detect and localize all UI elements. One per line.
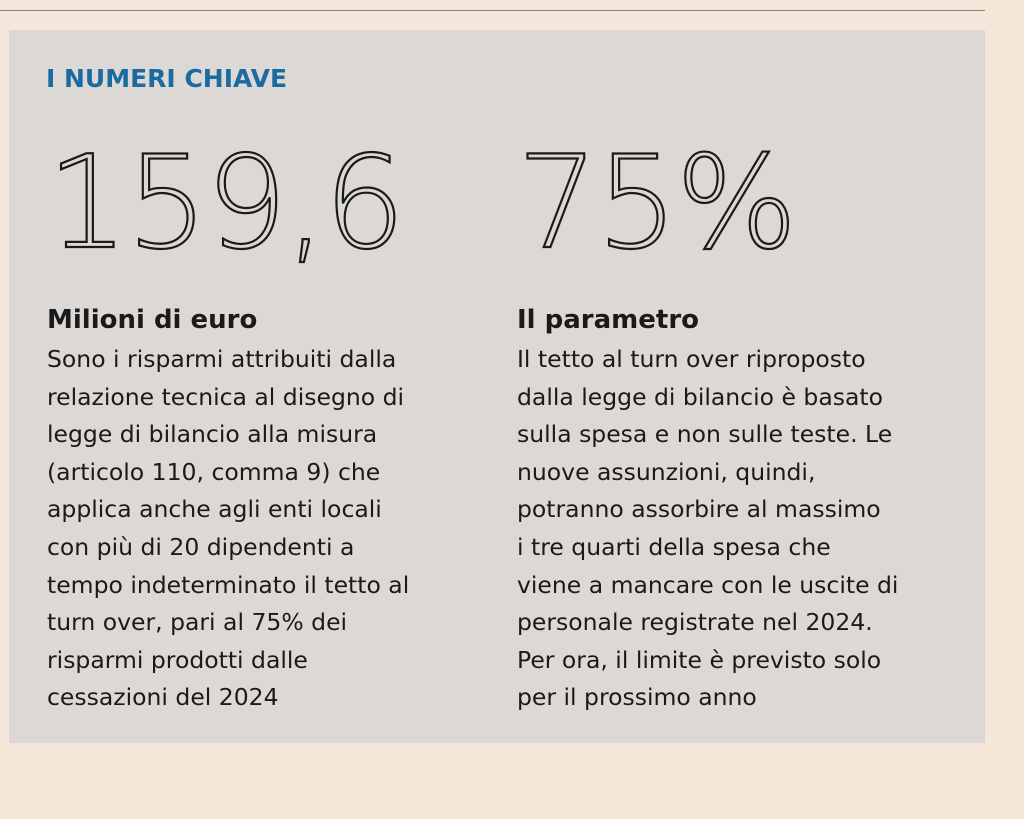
text-line: nuove assunzioni, quindi, — [517, 457, 816, 486]
text-line: personale registrate nel 2024. — [517, 608, 873, 637]
text-line: cessazioni del 2024 — [47, 683, 279, 712]
stat-label: Il parametro — [517, 305, 699, 335]
text-line: per il prossimo anno — [517, 683, 757, 712]
stat-number: 75% — [517, 129, 796, 278]
text-line: sulla spesa e non sulle teste. Le — [517, 420, 893, 449]
stat-label: Milioni di euro — [47, 305, 258, 335]
text-line: risparmi prodotti dalle — [47, 645, 308, 674]
stat-block-right — [517, 129, 967, 712]
stat-description — [47, 341, 409, 717]
text-line: turn over, pari al 75% dei — [47, 608, 348, 637]
text-line: con più di 20 dipendenti a — [47, 532, 355, 561]
section-title: I NUMERI CHIAVE — [46, 64, 288, 93]
key-numbers-box — [9, 30, 985, 743]
stat-number: 159,6 — [47, 129, 404, 278]
text-line: tempo indeterminato il tetto al — [47, 570, 410, 599]
text-line: (articolo 110, comma 9) che — [47, 457, 381, 486]
text-line: applica anche agli enti locali — [47, 495, 382, 524]
stat-description — [517, 341, 898, 717]
top-divider — [0, 10, 985, 11]
text-line: potranno assorbire al massimo — [517, 495, 881, 524]
text-line: i tre quarti della spesa che — [517, 532, 831, 561]
text-line: viene a mancare con le uscite di — [517, 570, 899, 599]
text-line: Per ora, il limite è previsto solo — [517, 645, 882, 674]
text-line: relazione tecnica al disegno di — [47, 382, 405, 411]
text-line: dalla legge di bilancio è basato — [517, 382, 883, 411]
stat-block-left — [47, 129, 497, 712]
text-line: Sono i risparmi attribuiti dalla — [47, 345, 397, 373]
text-line: Il tetto al turn over riproposto — [517, 345, 866, 373]
text-line: legge di bilancio alla misura — [47, 420, 378, 449]
